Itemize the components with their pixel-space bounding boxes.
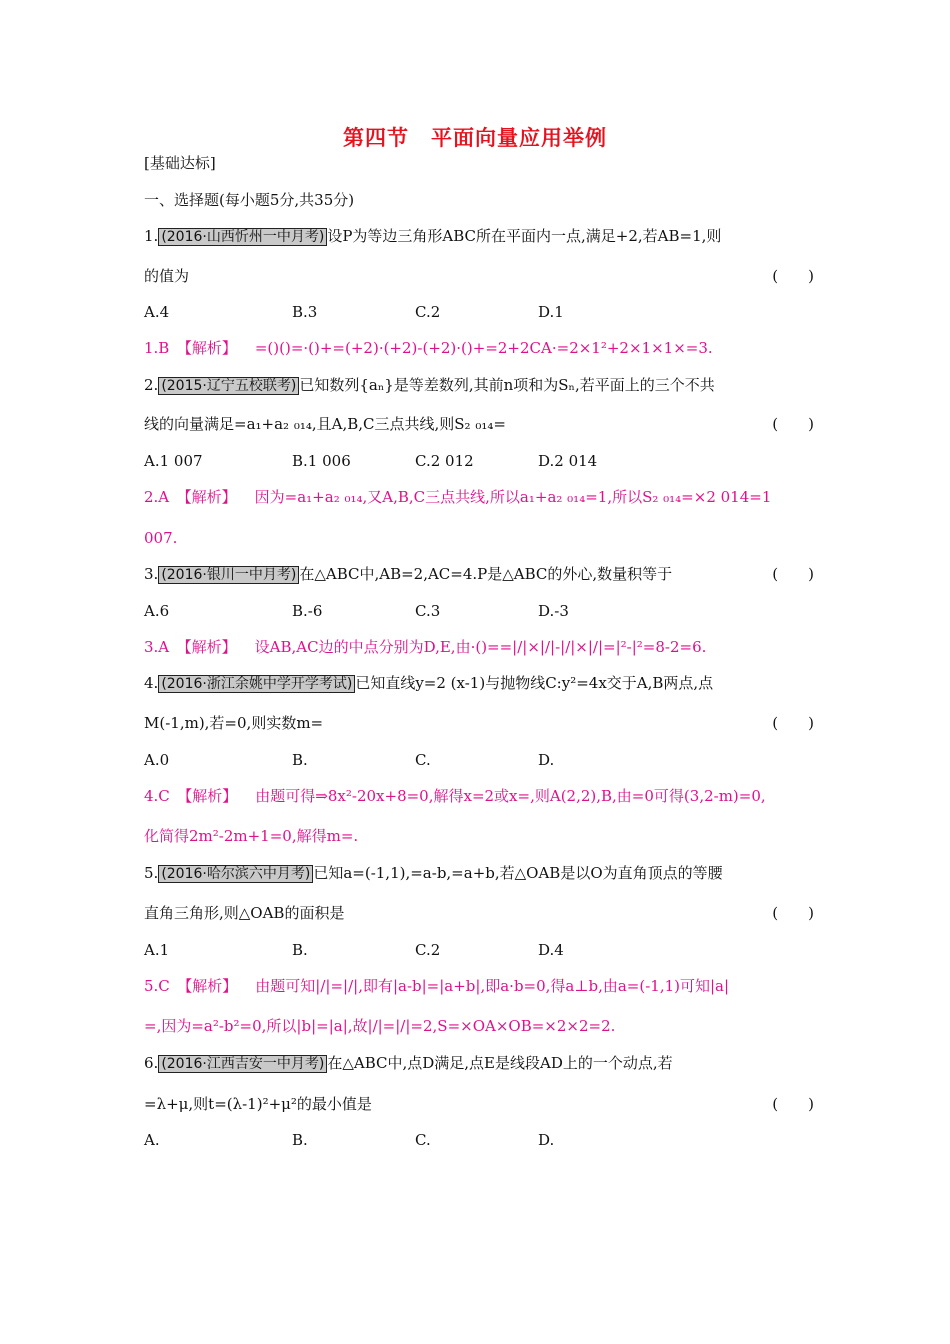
question-text: 已知直线y=2 (x-1)与抛物线C:y²=4x交于A,B两点,点	[355, 674, 714, 692]
question-number: 2.	[144, 376, 159, 394]
answer-4-line-1	[144, 785, 814, 807]
question-5-line-1	[144, 862, 814, 885]
question-6-line-2	[144, 1093, 814, 1115]
option-d: D.	[538, 1131, 555, 1149]
question-1-line-2	[144, 265, 814, 287]
answer-label: 1.B 【解析】	[144, 339, 237, 357]
option-c: C.3	[415, 602, 441, 620]
question-number: 3.	[144, 565, 159, 583]
source-tag: (2016·山西忻州一中月考)	[158, 228, 327, 246]
answer-text: 设AB,AC边的中点分别为D,E,由·()==|/|×|/|-|/|×|/|=|²-|²=8-2=6.	[254, 638, 707, 656]
question-text: =λ+μ,则t=(λ-1)²+μ²的最小值是	[144, 1095, 372, 1113]
question-number: 5.	[144, 864, 159, 882]
answer-blank: ( )	[772, 714, 814, 732]
question-1-line-1	[144, 225, 814, 248]
option-a: A.1 007	[144, 452, 203, 470]
answer-3	[144, 636, 814, 658]
source-tag: (2016·浙江余姚中学开学考试)	[158, 675, 355, 693]
question-text: 已知a=(-1,1),=a-b,=a+b,若△OAB是以O为直角顶点的等腰	[313, 864, 723, 882]
option-d: D.1	[538, 303, 564, 321]
question-4-line-2	[144, 712, 814, 734]
option-a: A.1	[144, 941, 170, 959]
question-text: 线的向量满足=a₁+a₂ ₀₁₄,且A,B,C三点共线,则S₂ ₀₁₄=	[144, 415, 506, 433]
option-b: B.-6	[292, 602, 323, 620]
source-tag: (2016·哈尔滨六中月考)	[158, 865, 313, 883]
answer-label: 5.C 【解析】	[144, 977, 238, 995]
option-a: A.6	[144, 602, 170, 620]
option-b: B.	[292, 751, 308, 769]
question-4-line-1	[144, 672, 814, 695]
option-c: C.	[415, 1131, 431, 1149]
option-c: C.2	[415, 941, 441, 959]
question-5-line-2	[144, 902, 814, 924]
option-a: A.0	[144, 751, 170, 769]
answer-blank: ( )	[772, 267, 814, 285]
answer-2-line-1	[144, 486, 814, 508]
option-d: D.-3	[538, 602, 569, 620]
question-text: 设P为等边三角形ABC所在平面内一点,满足+2,若AB=1,则	[327, 227, 722, 245]
answer-blank: ( )	[772, 565, 814, 583]
source-tag: (2015·辽宁五校联考)	[158, 377, 299, 395]
question-text: 在△ABC中,AB=2,AC=4.P是△ABC的外心,数量积等于	[299, 565, 673, 583]
answer-text: 由题可知|/|=|/|,即有|a-b|=|a+b|,即a·b=0,得a⊥b,由a=(-1,1)可知|a|	[255, 977, 730, 995]
answer-text: 由题可得⇒8x²-20x+8=0,解得x=2或x=,则A(2,2),B,由=0可得(3,2-m)=0,	[255, 787, 766, 805]
option-b: B.1 006	[292, 452, 351, 470]
question-number: 6.	[144, 1054, 159, 1072]
answer-label: 3.A 【解析】	[144, 638, 237, 656]
answer-1	[144, 337, 814, 359]
question-text: 已知数列{aₙ}是等差数列,其前n项和为Sₙ,若平面上的三个不共	[299, 376, 715, 394]
page-title: 第四节 平面向量应用举例	[343, 126, 607, 150]
part-heading: 一、选择题(每小题5分,共35分)	[144, 191, 355, 209]
option-d: D.2 014	[538, 452, 598, 470]
answer-text: =()()=·()+=(+2)·(+2)-(+2)·()+=2+2CA·=2×1²+2×1×1×=3.	[254, 339, 713, 357]
answer-5-line-1	[144, 975, 814, 997]
section-label: [基础达标]	[144, 154, 216, 172]
answer-2-line-2: 007.	[144, 529, 178, 547]
question-text: M(-1,m),若=0,则实数m=	[144, 714, 324, 732]
option-a: A.4	[144, 303, 170, 321]
option-b: B.3	[292, 303, 318, 321]
question-3-line-1	[144, 563, 814, 586]
option-c: C.2	[415, 303, 441, 321]
source-tag: (2016·银川一中月考)	[158, 566, 299, 584]
source-tag: (2016·江西吉安一中月考)	[158, 1055, 327, 1073]
question-2-line-2	[144, 413, 814, 435]
question-text: 的值为	[144, 267, 190, 285]
option-a: A.	[144, 1131, 160, 1149]
option-c: C.2 012	[415, 452, 474, 470]
answer-text: 因为=a₁+a₂ ₀₁₄,又A,B,C三点共线,所以a₁+a₂ ₀₁₄=1,所以S₂ ₀₁₄=×2 014=1	[254, 488, 772, 506]
option-d: D.4	[538, 941, 564, 959]
answer-label: 4.C 【解析】	[144, 787, 238, 805]
answer-blank: ( )	[772, 415, 814, 433]
option-d: D.	[538, 751, 555, 769]
question-number: 4.	[144, 674, 159, 692]
answer-label: 2.A 【解析】	[144, 488, 237, 506]
question-2-line-1	[144, 374, 814, 397]
option-c: C.	[415, 751, 431, 769]
question-number: 1.	[144, 227, 159, 245]
question-text: 直角三角形,则△OAB的面积是	[144, 904, 345, 922]
option-b: B.	[292, 1131, 308, 1149]
answer-4-line-2: 化简得2m²-2m+1=0,解得m=.	[144, 827, 359, 845]
answer-5-line-2: =,因为=a²-b²=0,所以|b|=|a|,故|/|=|/|=2,S=×OA×OB=×2×2=2.	[144, 1017, 616, 1035]
answer-blank: ( )	[772, 904, 814, 922]
question-text: 在△ABC中,点D满足,点E是线段AD上的一个动点,若	[327, 1054, 673, 1072]
answer-blank: ( )	[772, 1095, 814, 1113]
question-6-line-1	[144, 1052, 814, 1075]
option-b: B.	[292, 941, 308, 959]
